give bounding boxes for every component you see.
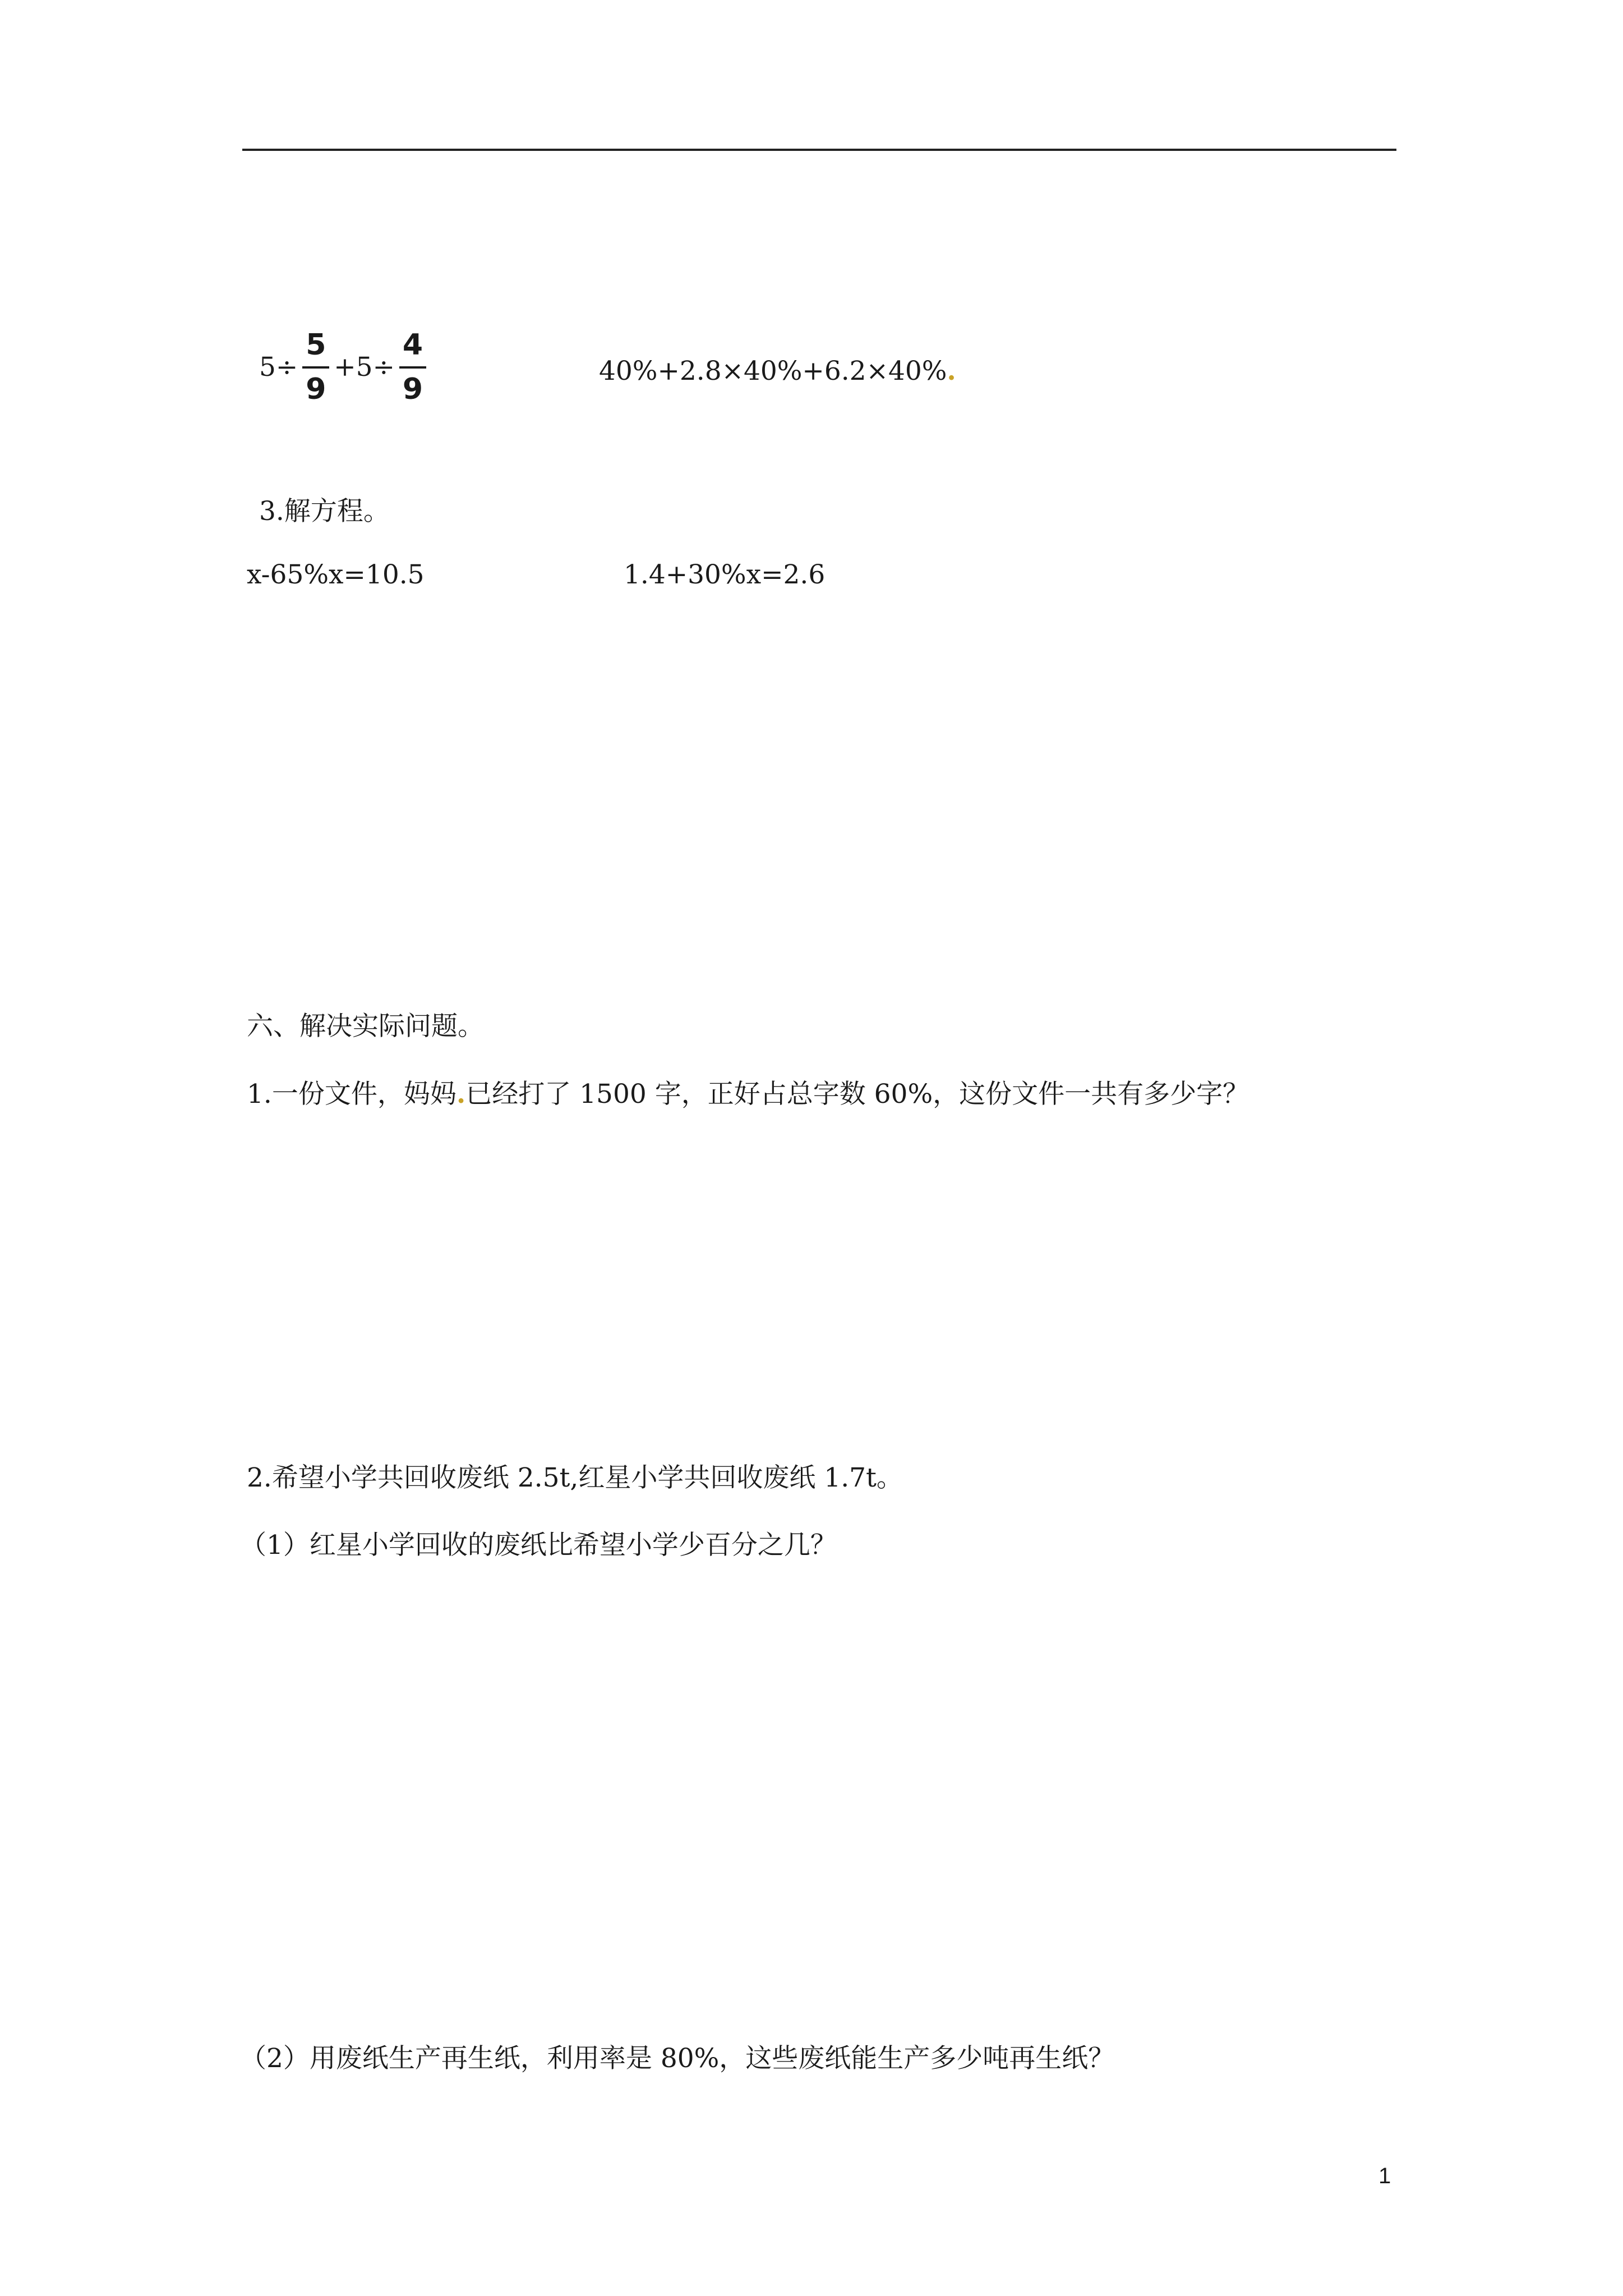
expr1-middle: +5÷ [334, 352, 395, 383]
header-rule [242, 149, 1396, 151]
fraction-numerator: 5 [306, 328, 326, 362]
fraction-numerator: 4 [402, 328, 423, 362]
fraction-5-9 [302, 330, 329, 404]
problems-heading: 六、解决实际问题。 [247, 1011, 484, 1042]
problem-2-part-2: （2）用废纸生产再生纸，利用率是 80%，这些废纸能生产多少吨再生纸？ [240, 2043, 1115, 2074]
fraction-4-9 [399, 330, 426, 404]
equation-1: x-65%x=10.5 [247, 559, 425, 590]
calc-expression-1 [259, 330, 431, 404]
problem-1-dot: . [456, 1079, 466, 1110]
expr1-lead: 5÷ [259, 352, 298, 383]
page-number: 1 [1378, 2164, 1391, 2188]
expr2-text: 40%+2.8×40%+6.2×40% [599, 356, 947, 386]
equation-2: 1.4+30%x=2.6 [624, 559, 826, 590]
problem-2-stem: 2.希望小学共回收废纸 2.5t,红星小学共回收废纸 1.7t。 [247, 1462, 903, 1493]
fraction-bar [399, 366, 426, 369]
fraction-denominator: 9 [306, 372, 326, 406]
expr2-trail-dot: . [947, 356, 956, 386]
fraction-denominator: 9 [402, 372, 423, 406]
problem-1 [247, 1079, 1249, 1110]
calc-expression-2 [599, 358, 956, 384]
equations-heading: 3.解方程。 [259, 496, 390, 527]
fraction-bar [302, 366, 329, 369]
problem-1-text-b: 已经打了 1500 字，正好占总字数 60%，这份文件一共有多少字？ [465, 1079, 1249, 1110]
problem-1-text-a: 1.一份文件，妈妈 [247, 1079, 457, 1110]
problem-2-part-1: （1）红星小学回收的废纸比希望小学少百分之几？ [240, 1530, 837, 1561]
